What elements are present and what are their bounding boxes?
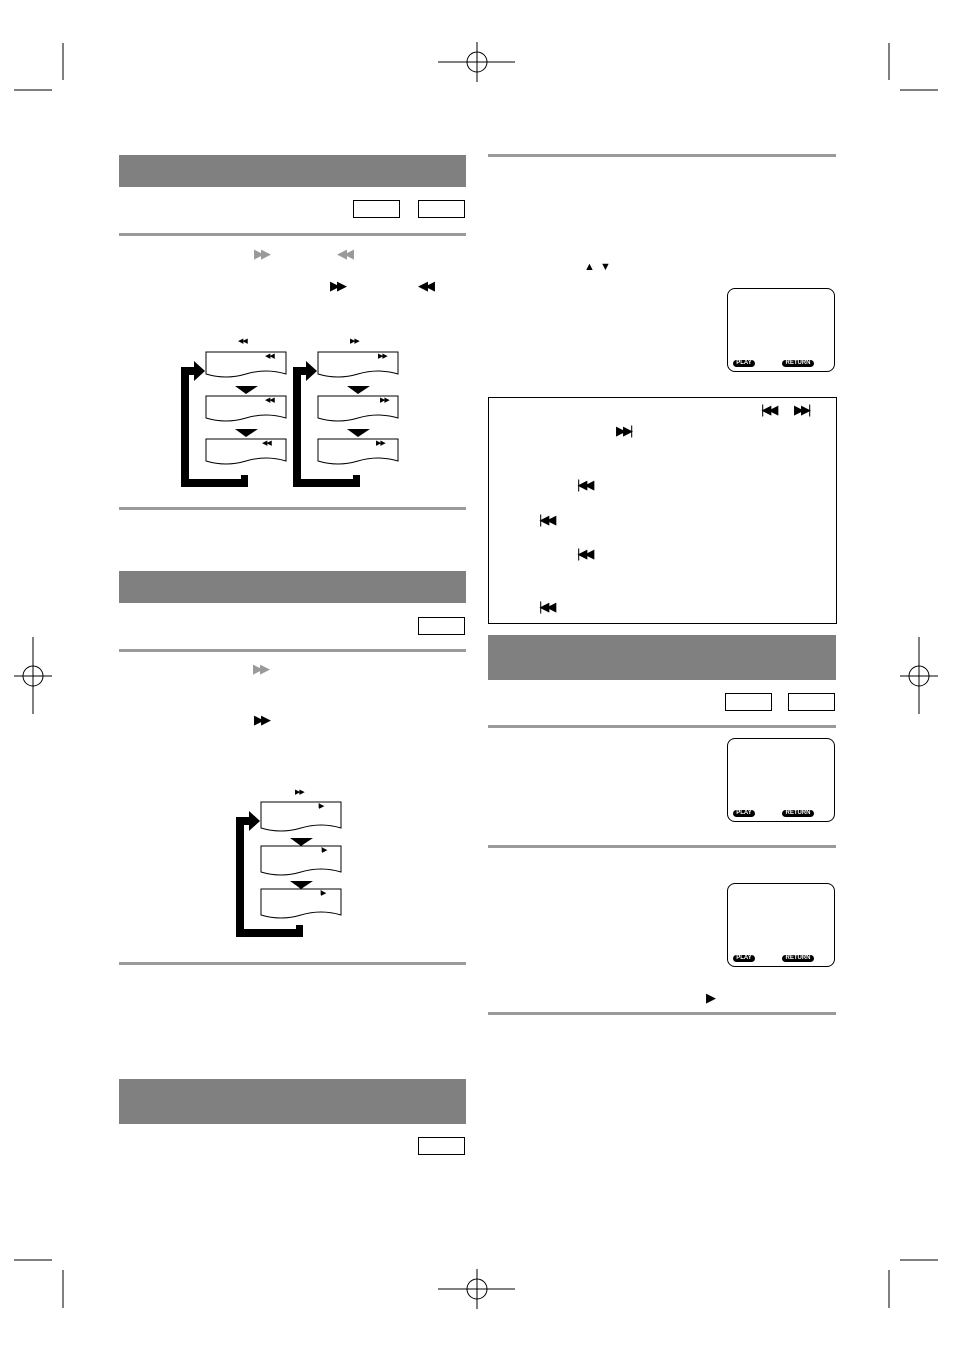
up-arrow-icon: ▲ <box>584 261 592 273</box>
play-label: PLAY <box>733 360 755 367</box>
disc-badge <box>725 693 772 711</box>
slow-icon: I▶ <box>320 890 326 897</box>
section-divider <box>488 725 836 728</box>
rewind-icon: ◀◀ <box>337 246 351 261</box>
fast-forward-icon: ▶▶ <box>254 712 268 727</box>
rewind-icon: ◀◀ <box>265 353 274 360</box>
rewind-icon: ◀◀ <box>238 338 247 345</box>
disc-badge <box>418 1137 465 1155</box>
slow-icon: I▶ <box>318 803 324 810</box>
play-label: PLAY <box>733 810 755 817</box>
skip-previous-icon: |◀◀ <box>577 546 592 561</box>
skip-next-icon: ▶▶| <box>794 402 809 417</box>
tv-screen <box>727 883 835 967</box>
play-label: PLAY <box>733 955 755 962</box>
section-header-band-4 <box>488 635 836 680</box>
fast-forward-icon: ▶▶ <box>378 353 387 360</box>
fast-forward-icon: ▶▶ <box>330 278 344 293</box>
skip-next-icon: ▶▶| <box>616 423 631 438</box>
fast-forward-icon: ▶▶ <box>350 338 359 345</box>
section-divider <box>488 154 836 157</box>
skip-previous-icon: |◀◀ <box>577 477 592 492</box>
slow-icon: I▶ <box>321 847 327 854</box>
section-header-band-3 <box>119 1079 466 1124</box>
return-label: RETURN <box>782 810 814 817</box>
fast-forward-icon: ▶▶ <box>295 789 304 796</box>
rewind-icon: ◀◀ <box>418 278 432 293</box>
skip-previous-icon: |◀◀ <box>539 599 554 614</box>
section-divider <box>488 1012 836 1015</box>
tv-screen <box>727 288 835 372</box>
return-label: RETURN <box>782 955 814 962</box>
play-icon: ▶ <box>706 990 713 1005</box>
section-divider <box>119 962 466 965</box>
fast-forward-icon: ▶▶ <box>254 246 268 261</box>
fast-forward-icon: ▶▶ <box>376 440 385 447</box>
skip-previous-icon: |◀◀ <box>761 402 776 417</box>
return-label: RETURN <box>782 360 814 367</box>
note-box <box>488 397 837 624</box>
tv-screen <box>727 738 835 822</box>
fast-forward-icon: ▶▶ <box>253 661 267 676</box>
down-arrow-icon: ▼ <box>600 261 608 273</box>
rewind-icon: ◀◀ <box>262 440 271 447</box>
disc-badge <box>788 693 835 711</box>
section-divider <box>488 845 836 848</box>
rewind-icon: ◀◀ <box>265 397 274 404</box>
skip-previous-icon: |◀◀ <box>539 512 554 527</box>
fast-forward-icon: ▶▶ <box>380 397 389 404</box>
